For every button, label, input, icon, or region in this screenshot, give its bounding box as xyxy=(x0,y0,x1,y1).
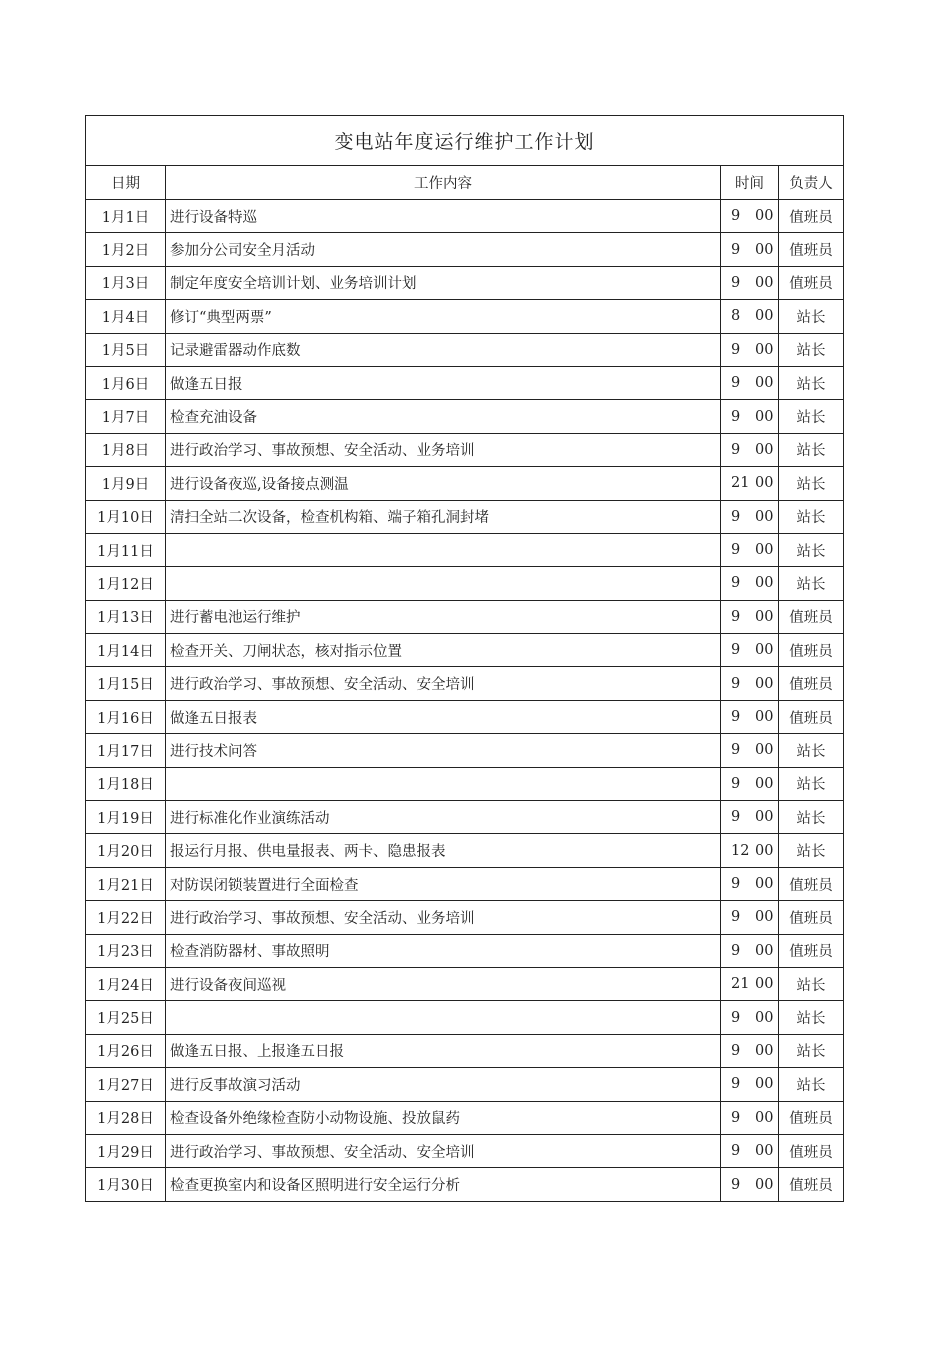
date-cell: 1月9日 xyxy=(86,467,166,499)
time-minute: 00 xyxy=(755,842,774,859)
time-hour: 21 xyxy=(731,976,750,993)
table-row xyxy=(85,467,844,500)
table-row xyxy=(85,367,844,400)
owner-cell: 值班员 xyxy=(789,910,833,927)
work-cell: 参加分公司安全月活动 xyxy=(166,233,721,265)
work-cell: 清扫全站二次设备，检查机构箱、端子箱孔洞封堵 xyxy=(166,501,721,533)
owner-cell: 站长 xyxy=(796,309,826,326)
work-cell: 对防误闭锁装置进行全面检查 xyxy=(166,868,721,900)
date-cell: 1月19日 xyxy=(86,801,166,833)
time-hour: 9 xyxy=(731,709,741,726)
date-cell: 1月6日 xyxy=(86,367,166,399)
work-cell: 检查更换室内和设备区照明进行安全运行分析 xyxy=(166,1168,721,1200)
time-cell xyxy=(721,1168,779,1200)
time-minute: 00 xyxy=(755,475,774,492)
time-minute: 00 xyxy=(755,909,774,926)
table-row xyxy=(85,233,844,266)
time-cell xyxy=(721,467,779,499)
time-minute: 00 xyxy=(755,241,774,258)
table-row xyxy=(85,1135,844,1168)
time-minute: 00 xyxy=(755,976,774,993)
time-cell xyxy=(721,868,779,900)
time-hour: 9 xyxy=(731,375,741,392)
owner-cell: 站长 xyxy=(796,476,826,493)
time-hour: 9 xyxy=(731,1176,741,1193)
time-cell xyxy=(721,400,779,432)
time-cell xyxy=(721,1135,779,1167)
time-cell xyxy=(721,1001,779,1033)
date-cell: 1月21日 xyxy=(86,868,166,900)
owner-cell: 站长 xyxy=(796,443,826,460)
time-cell xyxy=(721,434,779,466)
work-cell: 检查消防器材、事故照明 xyxy=(166,935,721,967)
time-cell xyxy=(721,200,779,232)
time-hour: 9 xyxy=(731,1076,741,1093)
table-row xyxy=(85,1035,844,1068)
date-cell: 1月20日 xyxy=(86,834,166,866)
work-cell: 进行蓄电池运行维护 xyxy=(166,601,721,633)
time-hour: 9 xyxy=(731,742,741,759)
work-cell: 进行反事故演习活动 xyxy=(166,1068,721,1100)
owner-cell: 站长 xyxy=(796,1077,826,1094)
table-row xyxy=(85,1068,844,1101)
time-minute: 00 xyxy=(755,1143,774,1160)
owner-cell: 站长 xyxy=(796,410,826,427)
work-cell: 检查充油设备 xyxy=(166,400,721,432)
time-minute: 00 xyxy=(755,308,774,325)
time-cell xyxy=(721,233,779,265)
time-cell xyxy=(721,968,779,1000)
date-cell: 1月17日 xyxy=(86,734,166,766)
time-minute: 00 xyxy=(755,675,774,692)
time-cell xyxy=(721,834,779,866)
time-cell xyxy=(721,701,779,733)
time-hour: 9 xyxy=(731,241,741,258)
work-cell: 制定年度安全培训计划、业务培训计划 xyxy=(166,267,721,299)
table-row xyxy=(85,801,844,834)
owner-cell: 站长 xyxy=(796,543,826,560)
time-cell xyxy=(721,801,779,833)
time-hour: 9 xyxy=(731,675,741,692)
date-cell: 1月1日 xyxy=(86,200,166,232)
date-cell: 1月2日 xyxy=(86,233,166,265)
table-row xyxy=(85,400,844,433)
time-minute: 00 xyxy=(755,809,774,826)
owner-cell: 站长 xyxy=(796,376,826,393)
date-cell: 1月25日 xyxy=(86,1001,166,1033)
table-row xyxy=(85,267,844,300)
time-minute: 00 xyxy=(755,608,774,625)
time-hour: 9 xyxy=(731,909,741,926)
time-cell xyxy=(721,367,779,399)
date-cell: 1月4日 xyxy=(86,300,166,332)
time-minute: 00 xyxy=(755,876,774,892)
time-hour: 12 xyxy=(731,842,750,859)
table-row xyxy=(85,300,844,333)
time-hour: 9 xyxy=(731,208,741,225)
owner-cell: 站长 xyxy=(796,1011,826,1028)
work-cell xyxy=(166,567,721,599)
time-minute: 00 xyxy=(755,341,774,358)
date-cell: 1月30日 xyxy=(86,1168,166,1200)
time-hour: 9 xyxy=(731,775,741,792)
owner-cell: 站长 xyxy=(796,977,826,994)
table-row xyxy=(85,768,844,801)
owner-cell: 站长 xyxy=(796,743,826,760)
time-minute: 00 xyxy=(755,508,774,525)
owner-cell: 值班员 xyxy=(789,276,833,293)
table-row xyxy=(85,935,844,968)
header-time: 时间 xyxy=(721,166,779,199)
time-minute: 00 xyxy=(755,1009,774,1026)
time-minute: 00 xyxy=(755,375,774,392)
owner-cell: 值班员 xyxy=(789,710,833,727)
date-cell: 1月12日 xyxy=(86,567,166,599)
owner-cell: 站长 xyxy=(796,777,826,794)
date-cell: 1月29日 xyxy=(86,1135,166,1167)
table-row xyxy=(85,1168,844,1201)
owner-cell: 站长 xyxy=(796,1044,826,1061)
owner-cell: 值班员 xyxy=(789,944,833,961)
time-hour: 9 xyxy=(731,876,741,892)
date-cell: 1月27日 xyxy=(86,1068,166,1100)
time-hour: 9 xyxy=(731,608,741,625)
table-row xyxy=(85,901,844,934)
time-hour: 9 xyxy=(731,642,741,659)
time-hour: 9 xyxy=(731,441,741,458)
work-cell xyxy=(166,534,721,566)
time-minute: 00 xyxy=(755,274,774,291)
time-hour: 9 xyxy=(731,1042,741,1059)
table-row xyxy=(85,968,844,1001)
time-hour: 9 xyxy=(731,1009,741,1026)
work-cell: 进行设备夜间巡视 xyxy=(166,968,721,1000)
time-minute: 00 xyxy=(755,942,774,959)
table-row xyxy=(85,667,844,700)
time-hour: 9 xyxy=(731,408,741,425)
time-hour: 21 xyxy=(731,475,750,492)
table-row xyxy=(85,200,844,233)
time-hour: 9 xyxy=(731,809,741,826)
work-cell: 进行政治学习、事故预想、安全活动、业务培训 xyxy=(166,434,721,466)
table-row xyxy=(85,567,844,600)
work-cell: 做逢五日报、上报逢五日报 xyxy=(166,1035,721,1067)
work-cell: 报运行月报、供电量报表、两卡、隐患报表 xyxy=(166,834,721,866)
date-cell: 1月10日 xyxy=(86,501,166,533)
owner-cell: 站长 xyxy=(796,810,826,827)
time-minute: 00 xyxy=(755,408,774,425)
date-cell: 1月13日 xyxy=(86,601,166,633)
date-cell: 1月5日 xyxy=(86,334,166,366)
time-cell xyxy=(721,1068,779,1100)
date-cell: 1月7日 xyxy=(86,400,166,432)
table-row xyxy=(85,1102,844,1135)
table-row xyxy=(85,334,844,367)
time-minute: 00 xyxy=(755,1076,774,1093)
time-cell xyxy=(721,300,779,332)
time-cell xyxy=(721,901,779,933)
table-row xyxy=(85,601,844,634)
time-minute: 00 xyxy=(755,1176,774,1193)
time-hour: 9 xyxy=(731,508,741,525)
work-cell: 进行设备特巡 xyxy=(166,200,721,232)
time-cell xyxy=(721,1035,779,1067)
owner-cell: 站长 xyxy=(796,343,826,360)
time-minute: 00 xyxy=(755,575,774,592)
time-cell xyxy=(721,667,779,699)
header-work: 工作内容 xyxy=(166,166,721,199)
date-cell: 1月8日 xyxy=(86,434,166,466)
owner-cell: 值班员 xyxy=(789,1144,833,1161)
time-hour: 9 xyxy=(731,542,741,559)
table-row xyxy=(85,534,844,567)
time-minute: 00 xyxy=(755,542,774,559)
date-cell: 1月18日 xyxy=(86,768,166,800)
time-hour: 9 xyxy=(731,1143,741,1160)
time-cell xyxy=(721,334,779,366)
owner-cell: 站长 xyxy=(796,576,826,593)
time-hour: 9 xyxy=(731,1109,741,1126)
owner-cell: 值班员 xyxy=(789,243,833,260)
time-minute: 00 xyxy=(755,441,774,458)
time-hour: 9 xyxy=(731,575,741,592)
table-row xyxy=(85,734,844,767)
work-cell: 检查开关、刀闸状态，核对指示位置 xyxy=(166,634,721,666)
work-cell: 做逢五日报 xyxy=(166,367,721,399)
work-cell xyxy=(166,1001,721,1033)
time-cell xyxy=(721,768,779,800)
owner-cell: 值班员 xyxy=(789,209,833,226)
date-cell: 1月28日 xyxy=(86,1102,166,1134)
table-row xyxy=(85,834,844,867)
work-cell: 进行政治学习、事故预想、安全活动、安全培训 xyxy=(166,667,721,699)
time-cell xyxy=(721,1102,779,1134)
date-cell: 1月16日 xyxy=(86,701,166,733)
work-cell: 修订“典型两票” xyxy=(166,300,721,332)
schedule-table xyxy=(85,115,844,1202)
time-cell xyxy=(721,634,779,666)
time-minute: 00 xyxy=(755,775,774,792)
owner-cell: 值班员 xyxy=(789,1178,833,1195)
time-cell xyxy=(721,935,779,967)
table-header-row xyxy=(85,166,844,200)
table-row xyxy=(85,501,844,534)
time-cell xyxy=(721,267,779,299)
time-hour: 9 xyxy=(731,942,741,959)
time-hour: 8 xyxy=(731,308,741,325)
time-cell xyxy=(721,501,779,533)
date-cell: 1月14日 xyxy=(86,634,166,666)
table-row xyxy=(85,701,844,734)
time-minute: 00 xyxy=(755,208,774,225)
owner-cell: 值班员 xyxy=(789,677,833,694)
table-row xyxy=(85,1001,844,1034)
time-hour: 9 xyxy=(731,274,741,291)
time-cell xyxy=(721,567,779,599)
header-date: 日期 xyxy=(86,166,166,199)
table-row xyxy=(85,634,844,667)
date-cell: 1月23日 xyxy=(86,935,166,967)
time-hour: 9 xyxy=(731,341,741,358)
owner-cell: 值班员 xyxy=(789,1111,833,1128)
header-owner: 负责人 xyxy=(789,176,833,192)
time-cell xyxy=(721,601,779,633)
work-cell: 进行技术问答 xyxy=(166,734,721,766)
time-cell xyxy=(721,534,779,566)
date-cell: 1月26日 xyxy=(86,1035,166,1067)
work-cell: 进行设备夜巡,设备接点测温 xyxy=(166,467,721,499)
work-cell: 进行政治学习、事故预想、安全活动、安全培训 xyxy=(166,1135,721,1167)
time-minute: 00 xyxy=(755,709,774,726)
time-minute: 00 xyxy=(755,742,774,759)
time-minute: 00 xyxy=(755,1042,774,1059)
owner-cell: 值班员 xyxy=(789,877,833,894)
work-cell: 做逢五日报表 xyxy=(166,701,721,733)
date-cell: 1月22日 xyxy=(86,901,166,933)
owner-cell: 值班员 xyxy=(789,610,833,627)
owner-cell: 站长 xyxy=(796,510,826,527)
date-cell: 1月3日 xyxy=(86,267,166,299)
time-minute: 00 xyxy=(755,642,774,659)
work-cell: 进行政治学习、事故预想、安全活动、业务培训 xyxy=(166,901,721,933)
owner-cell: 站长 xyxy=(796,844,826,861)
work-cell xyxy=(166,768,721,800)
table-body xyxy=(85,200,844,1202)
work-cell: 进行标准化作业演练活动 xyxy=(166,801,721,833)
date-cell: 1月24日 xyxy=(86,968,166,1000)
time-minute: 00 xyxy=(755,1109,774,1126)
date-cell: 1月15日 xyxy=(86,667,166,699)
owner-cell: 值班员 xyxy=(789,643,833,660)
date-cell: 1月11日 xyxy=(86,534,166,566)
table-row xyxy=(85,868,844,901)
time-cell xyxy=(721,734,779,766)
table-row xyxy=(85,434,844,467)
work-cell: 检查设备外绝缘检查防小动物设施、投放鼠药 xyxy=(166,1102,721,1134)
work-cell: 记录避雷器动作底数 xyxy=(166,334,721,366)
table-title: 变电站年度运行维护工作计划 xyxy=(85,115,844,166)
